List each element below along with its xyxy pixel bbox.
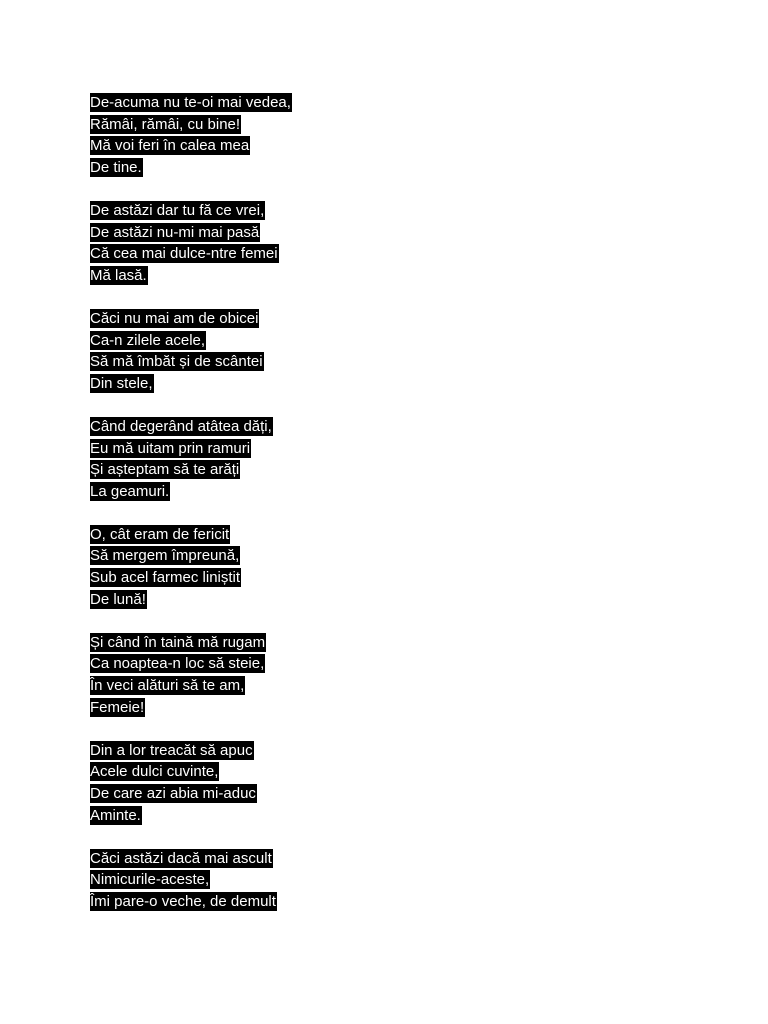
stanza-2	[90, 200, 730, 286]
poem-line: Mă voi feri în calea mea	[90, 137, 250, 155]
poem-line: Mă lasă.	[90, 266, 147, 284]
poem-line: Ca noaptea-n loc să steie,	[90, 655, 265, 673]
poem-line: Că cea mai dulce-ntre femei	[90, 245, 278, 263]
poem-line: Acele dulci cuvinte,	[90, 763, 219, 781]
poem-line: În veci alături să te am,	[90, 677, 245, 695]
poem-line: Să mă îmbăt și de scântei	[90, 353, 263, 371]
poem-line: De lună!	[90, 590, 146, 608]
poem-line: Și așteptam să te arăți	[90, 461, 240, 479]
stanza-1	[90, 92, 730, 178]
stanza-6	[90, 632, 730, 718]
poem-line: Din a lor treacăt să apuc	[90, 741, 253, 759]
poem-line: Îmi pare-o veche, de demult	[90, 892, 276, 910]
poem-line: De astăzi dar tu fă ce vrei,	[90, 201, 265, 219]
poem-line: Căci astăzi dacă mai ascult	[90, 849, 272, 867]
poem-line: Rămâi, rămâi, cu bine!	[90, 115, 241, 133]
poem-line: Eu mă uitam prin ramuri	[90, 439, 251, 457]
poem-line: Să mergem împreună,	[90, 547, 240, 565]
poem-line: De tine.	[90, 158, 142, 176]
poem-line: La geamuri.	[90, 482, 170, 500]
poem-line: Nimicurile-aceste,	[90, 871, 210, 889]
poem-line: De care azi abia mi-aduc	[90, 785, 256, 802]
poem-line: Din stele,	[90, 374, 153, 392]
poem-page	[90, 92, 730, 934]
stanza-7	[90, 740, 730, 826]
stanza-4	[90, 416, 730, 502]
poem-line: Sub acel farmec liniștit	[90, 569, 241, 587]
poem-line: Femeie!	[90, 698, 145, 716]
stanza-8	[90, 848, 730, 913]
stanza-5	[90, 524, 730, 610]
poem-line: Aminte.	[90, 806, 141, 824]
poem-line: Când degerând atâtea dăți,	[90, 417, 272, 435]
poem-line: Căci nu mai am de obicei	[90, 309, 259, 327]
poem-line: Ca-n zilele acele,	[90, 331, 206, 349]
poem-line: Și când în taină mă rugam	[90, 633, 266, 651]
poem-line: O, cât eram de fericit	[90, 525, 230, 543]
stanza-3	[90, 308, 730, 394]
poem-line: De astăzi nu-mi mai pasă	[90, 223, 260, 241]
poem-line: De-acuma nu te-oi mai vedea,	[90, 94, 291, 111]
